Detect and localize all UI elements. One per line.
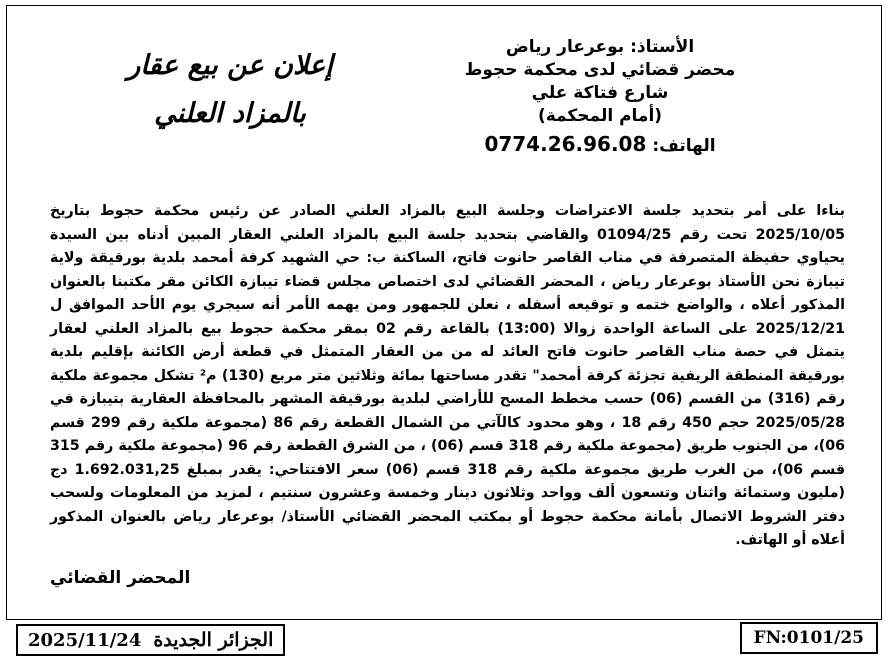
sender-block [435, 36, 765, 158]
title-line-1: إعلان عن بيع عقار [127, 50, 333, 81]
sender-landmark: (أمام المحكمة) [537, 106, 663, 126]
sender-name: الأستاذ: بوعرعار رياض [505, 37, 695, 57]
signature-label: المحضر القضائي [50, 568, 191, 588]
phone-label: الهاتف: [652, 136, 716, 156]
phone-number: 0774.26.96.08 [484, 132, 647, 156]
sender-street: شارع فتاكة علي [531, 83, 669, 103]
file-number-box [740, 622, 878, 654]
file-number: FN:0101/25 [753, 628, 864, 648]
sender-role: محضر قضائي لدى محكمة حجوط [464, 60, 736, 80]
title-line-2: بالمزاد العلني [154, 98, 306, 129]
publication-date: 2025/11/24 [28, 629, 142, 651]
newspaper-name: الجزائر الجديدة [153, 629, 274, 651]
notice-title [95, 42, 365, 138]
newspaper-box [16, 624, 285, 656]
phone-row [435, 133, 765, 158]
notice-body: بناءا على أمر بتحديد جلسة الاعتراضات وجلسة البيع بالمزاد العلني الصادر عن رئيس محكمة حجوط بتاريخ 2025/10/05 تحت رقم 01094/25 والقاضي بتحديد جلسة البيع بالمزاد العلني العقار المبين أدناه بين السيدة يحياوي حفيظة المتصرفة في مناب القاصر حانوت فاتح، الساكنة ب: حي الشهيد كرفة أمحمد بلدية بورقيقة ولاية تيبازة نحن الأستاذ بوعرعار رياض ، المحضر القضائي لدى اختصاص مجلس قضاء تيبازة الكائن مقر مكتبنا بالعنوان المذكور أعلاه ، والواضع ختمه و توقيعه أسفله ، نعلن للجمهور ومن يهمه الأمر أنه سيجري يوم الأحد الموافق ل 2025/12/21 على الساعة الواحدة زوالا (13:00) بالقاعة رقم 02 بمقر محكمة حجوط بيع بالمزاد العلني لعقار يتمثل في حصة مناب القاصر حانوت فاتح العائد له من من العقار المتمثل في قطعة أرض الكائنة بإقليم بلدية بورقيقة المنطقة الريفية تجزئة كرفة أمحمد" تقدر مساحتها بمائة وثلاثين متر مربع (130) م² تشكل مجموعة ملكية رقم (316) من القسم (06) حسب مخطط المسح للأراضي لبلدية بورقيقة المشهر بالمحافظة العقارية بتيبازة في 2025/05/28 حجم 450 رقم 18 ، وهو محدود كالآتي من الشمال القطعة رقم 86 (مجموعة ملكية رقم 299 قسم 06)، من الجنوب طريق (مجموعة ملكية رقم 318 قسم (06) ، من الشرق القطعة رقم 96 (مجموعة ملكية رقم 315 قسم 06)، من الغرب طريق مجموعة ملكية رقم 318 قسم (06) سعر الافتتاحي: يقدر بمبلغ 1.692.031,25 دج (مليون وستمائة واثنان وتسعون ألف وواحد وثلاثون دينار وخمسة وعشرون سنتيم ، لمزيد من المعلومات ولسحب دفتر الشروط الاتصال بأمانة محكمة حجوط أو بمكتب المحضر القضائي الأستاذ/ بوعرعار رياض بالعنوان المذكور أعلاه أو الهاتف. [50, 203, 846, 548]
